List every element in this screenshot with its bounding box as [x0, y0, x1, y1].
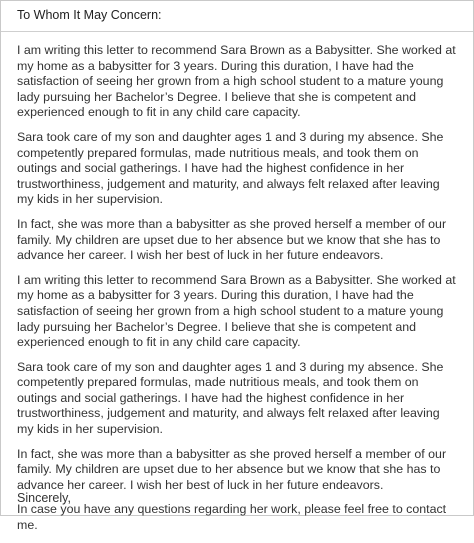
closing: Sincerely,: [17, 491, 71, 505]
paragraph-4: I am writing this letter to recommend Sara Brown as a Babysitter. She worked at my home as a babysitter for 3 years. During this duration, I have had the satisfaction of seeing her grown from a high school student to a mature young lady pursuing her Bachelor’s Degree. I believe that she is competent and experienced enough to fit in any child care capacity.: [17, 272, 456, 350]
paragraph-6: In fact, she was more than a babysitter as she proved herself a member of our family. My children are upset due to her absence but we know that she has to advance her career. I wish her best of luck in her future endeavors.: [17, 446, 447, 492]
salutation-band: [1, 1, 473, 32]
salutation: To Whom It May Concern:: [17, 8, 162, 22]
paragraph-5: Sara took care of my son and daughter ages 1 and 3 during my absence. She competently prepared formulas, made nutritious meals, and took them on outings and social gatherings. I have had the highest confidence in her trustworthiness, judgement and maturity, and always felt relaxed after leaving my kids in her supervision.: [17, 359, 444, 437]
paragraph-2: Sara took care of my son and daughter ages 1 and 3 during my absence. She competently prepared formulas, made nutritious meals, and took them on outings and social gatherings. I have had the highest confidence in her trustworthiness, judgement and maturity, and always felt relaxed after leaving my kids in her supervision.: [17, 129, 444, 207]
paragraph-3: In fact, she was more than a babysitter as she proved herself a member of our family. My children are upset due to her absence but we know that she has to advance her career. I wish her best of luck in her future endeavors.: [17, 216, 447, 263]
paragraph-7: In case you have any questions regarding her work, please feel free to contact me.: [17, 502, 447, 533]
paragraph-1: I am writing this letter to recommend Sara Brown as a Babysitter. She worked at my home as a babysitter for 3 years. During this duration, I have had the satisfaction of seeing her grown from a high school student to a mature young lady pursuing her Bachelor’s Degree. I believe that she is competent and experienced enough to fit in any child care capacity.: [17, 43, 456, 120]
letter-body: [17, 43, 459, 543]
